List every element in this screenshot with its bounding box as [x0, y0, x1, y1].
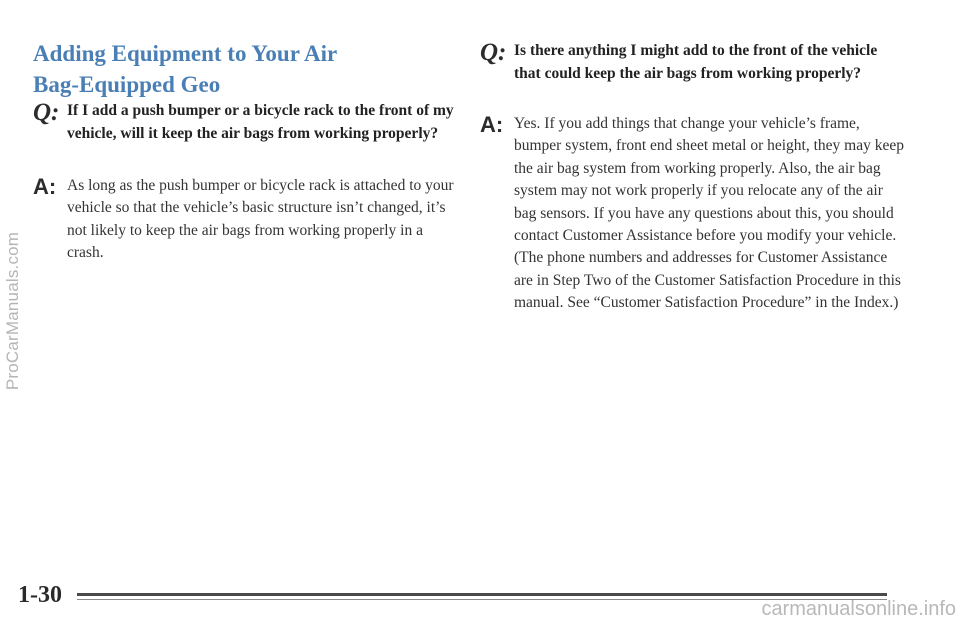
- question-text: If I add a push bumper or a bicycle rack to the front of my vehicle, will it keep the air bags from working properly?: [67, 102, 454, 142]
- question-text: Is there anything I might add to the front of the vehicle that could keep the air bags from working properly?: [514, 42, 878, 82]
- section-title: [33, 38, 433, 100]
- question-block-left: [33, 100, 463, 170]
- question-marker: Q:: [480, 39, 507, 66]
- footer-rule: [77, 593, 887, 596]
- answer-marker: A:: [33, 174, 57, 199]
- answer-text: Yes. If you add things that change your vehicle’s frame, bumper system, front end sheet metal or height, they may keep the air bag system from working properly. Also, the air bag system may not work properly if you relocate any of the air bag sensors. If you have any questions about this, you should contact Customer Assistance before you modify your vehicle. (The phone numbers and addresses for Customer Assistance are in Step Two of the Customer Satisfaction Procedure in this manual. See “Customer Satisfaction Procedure” in the Index.): [514, 115, 904, 312]
- watermark-left-text: ProCarManuals.com: [3, 231, 22, 390]
- answer-marker: A:: [480, 112, 504, 137]
- answer-text: As long as the push bumper or bicycle rack is attached to your vehicle so that the vehicle’s basic structure isn’t changed, it’s not likely to keep the air bags from working properly in a crash.: [67, 177, 454, 262]
- question-block-right: [480, 40, 925, 110]
- answer-block-left: [33, 175, 463, 275]
- section-title-line-2: Bag-Equipped Geo: [33, 72, 221, 97]
- section-title-line-1: Adding Equipment to Your Air: [33, 41, 338, 66]
- answer-block-right: [480, 113, 925, 383]
- watermark-procarmanuals: [2, 0, 24, 621]
- watermark-carmanualsonline: carmanualsonline.info: [761, 598, 956, 620]
- page-number: 1-30: [18, 582, 62, 608]
- question-marker: Q:: [33, 99, 60, 126]
